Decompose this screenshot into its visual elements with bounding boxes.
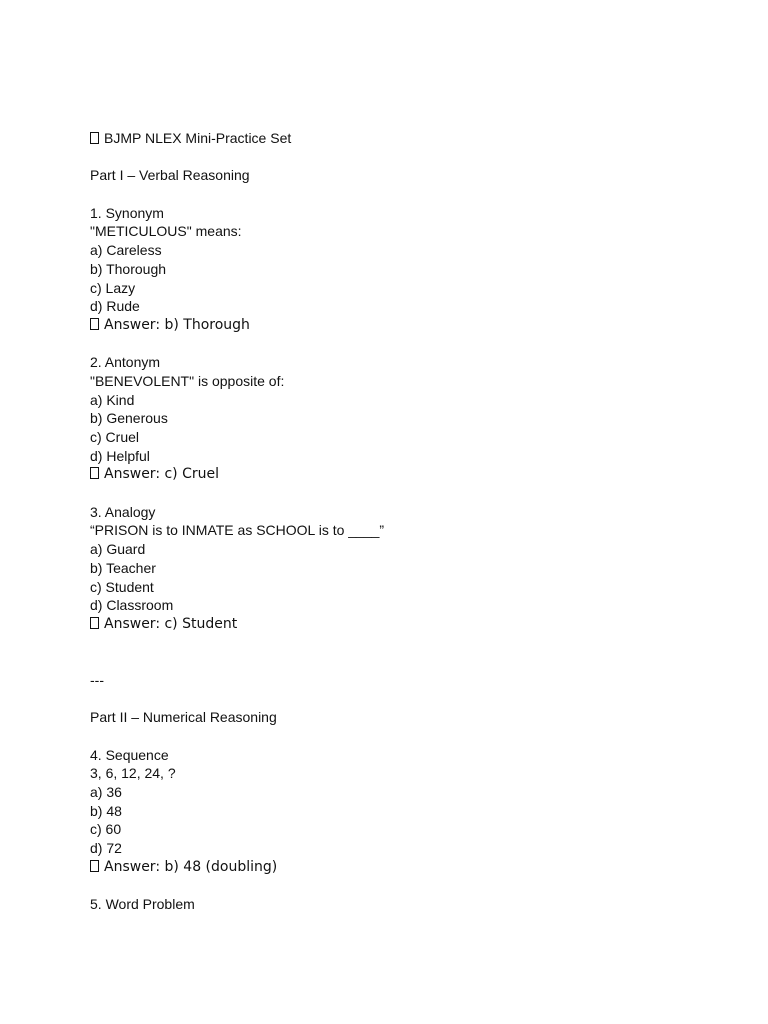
question-3 (90, 503, 730, 634)
question-1 (90, 204, 730, 335)
missing-glyph-icon (90, 318, 99, 330)
question-4 (90, 746, 730, 877)
option-b: b) Teacher (90, 559, 156, 576)
part2-title: Part II – Numerical Reasoning (90, 709, 277, 726)
answer-text: Answer: c) Student (104, 615, 238, 632)
option-c: c) Student (90, 578, 154, 595)
blank-line (90, 690, 730, 709)
answer-line (90, 615, 730, 634)
answer-text: Answer: b) 48 (doubling) (104, 858, 278, 875)
blank-line (90, 877, 730, 896)
missing-glyph-icon (90, 132, 99, 144)
option-d: d) Classroom (90, 597, 174, 614)
blank-line (90, 652, 730, 671)
question-heading: 3. Analogy (90, 503, 156, 520)
option-b: b) Generous (90, 410, 168, 427)
question-5 (90, 895, 730, 914)
answer-text: Answer: c) Cruel (104, 466, 220, 483)
part1-title: Part I – Verbal Reasoning (90, 167, 250, 184)
document-title: BJMP NLEX Mini-Practice Set (104, 130, 292, 146)
option-d: d) 72 (90, 840, 122, 857)
option-b: b) Thorough (90, 260, 167, 277)
option-a: a) 36 (90, 784, 122, 801)
blank-line (90, 148, 730, 167)
question-heading: 5. Word Problem (90, 896, 195, 913)
question-heading: 4. Sequence (90, 746, 169, 763)
question-heading: 1. Synonym (90, 204, 164, 221)
blank-line (90, 484, 730, 503)
option-a: a) Kind (90, 391, 135, 408)
option-a: a) Guard (90, 541, 146, 558)
blank-line (90, 634, 730, 653)
option-d: d) Rude (90, 298, 140, 315)
blank-line (90, 335, 730, 354)
option-c: c) Lazy (90, 279, 136, 296)
answer-line (90, 465, 730, 484)
option-c: c) 60 (90, 821, 122, 838)
option-b: b) 48 (90, 802, 122, 819)
document-title-line (90, 129, 730, 148)
question-2 (90, 353, 730, 484)
document-page (90, 129, 730, 914)
answer-line (90, 858, 730, 877)
option-c: c) Cruel (90, 429, 140, 445)
question-prompt: "METICULOUS" means: (90, 223, 242, 240)
section-separator: --- (90, 671, 104, 688)
blank-line (90, 185, 730, 204)
question-prompt: "BENEVOLENT" is opposite of: (90, 372, 285, 389)
missing-glyph-icon (90, 860, 99, 872)
question-prompt: 3, 6, 12, 24, ? (90, 765, 176, 782)
blank-line (90, 727, 730, 746)
question-prompt: “PRISON is to INMATE as SCHOOL is to ____” (90, 522, 385, 539)
answer-line (90, 316, 730, 335)
option-d: d) Helpful (90, 447, 150, 464)
option-a: a) Careless (90, 242, 162, 259)
missing-glyph-icon (90, 467, 99, 479)
missing-glyph-icon (90, 617, 99, 629)
answer-text: Answer: b) Thorough (104, 316, 250, 333)
question-heading: 2. Antonym (90, 354, 161, 371)
